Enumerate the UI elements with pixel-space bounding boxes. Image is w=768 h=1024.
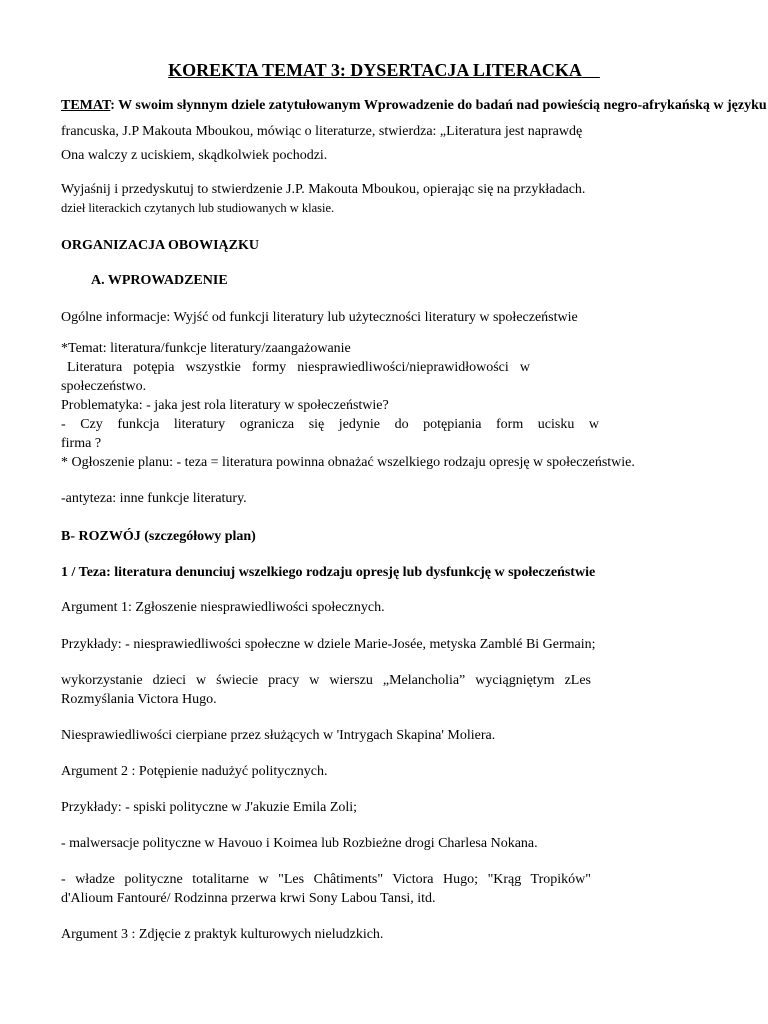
servants-injustice: Niesprawiedliwości cierpiane przez służących w 'Intrygach Skapina' Moliera.	[61, 728, 496, 743]
introduction-heading: A. WPROWADZENIE	[91, 273, 228, 288]
subject-line-3: Ona walczy z uciskiem, skądkolwiek pochodzi.	[61, 148, 328, 163]
child-labor-line-2: Rozmyślania Victora Hugo.	[61, 692, 217, 707]
problem-line-3: firma ?	[61, 436, 102, 451]
theme-line-1: *Temat: literatura/funkcje literatury/zaangażowanie	[61, 341, 351, 356]
problem-line-2: - Czy funkcja literatury ogranicza się jedynie do potępiania form ucisku w	[61, 417, 599, 432]
instruction-line-2: dzieł literackich czytanych lub studiowanych w klasie.	[61, 201, 335, 215]
argument-3: Argument 3 : Zdjęcie z praktyk kulturowych nieludzkich.	[61, 927, 384, 942]
subject-line-2: francuska, J.P Makouta Mboukou, mówiąc o literaturze, stwierdza: „Literatura jest naprawdę	[61, 124, 583, 139]
examples-2: Przykłady: - spiski polityczne w J'akuzie Emila Zoli;	[61, 800, 358, 815]
subject-label: TEMAT	[61, 98, 111, 113]
subject-line	[61, 97, 767, 114]
totalitarian-line-1: - władze polityczne totalitarne w "Les Châtiments" Victora Hugo; "Krąg Tropików"	[61, 872, 591, 887]
child-labor-line-1: wykorzystanie dzieci w świecie pracy w wierszu „Melancholia” wyciągniętym zLes	[61, 673, 591, 688]
document-title	[0, 62, 768, 79]
embezzlement-example: - malwersacje polityczne w Havouo i Koimea lub Rozbieżne drogi Charlesa Nokana.	[61, 836, 538, 851]
argument-1: Argument 1: Zgłoszenie niesprawiedliwości społecznych.	[61, 600, 385, 615]
examples-1: Przykłady: - niesprawiedliwości społeczne w dziele Marie-Josée, metyska Zamblé Bi Germain;	[61, 637, 596, 652]
thesis-heading: 1 / Teza: literatura denunciuj wszelkiego rodzaju opresję lub dysfunkcję w społeczeństwie	[61, 565, 596, 580]
problem-line-1: Problematyka: - jaka jest rola literatury w społeczeństwie?	[61, 398, 389, 413]
theme-line-2: Literatura potępia wszystkie formy niesprawiedliwości/nieprawidłowości w	[67, 360, 530, 375]
antithesis: -antyteza: inne funkcje literatury.	[61, 491, 247, 506]
instruction-line-1: Wyjaśnij i przedyskutuj to stwierdzenie J.P. Makouta Mboukou, opierając się na przykładach.	[61, 182, 586, 197]
organization-heading: ORGANIZACJA OBOWIĄZKU	[61, 238, 259, 253]
general-info: Ogólne informacje: Wyjść od funkcji literatury lub użyteczności literatury w społeczeństwie	[61, 310, 578, 325]
totalitarian-line-2: d'Alioum Fantouré/ Rodzinna przerwa krwi Sony Labou Tansi, itd.	[61, 891, 436, 906]
plan-announcement: * Ogłoszenie planu: - teza = literatura powinna obnażać wszelkiego rodzaju opresję w społeczeństwie.	[61, 455, 635, 470]
theme-line-3: społeczeństwo.	[61, 379, 147, 394]
development-heading: B- ROZWÓJ (szczegółowy plan)	[61, 529, 256, 544]
title-text: KOREKTA TEMAT 3: DYSERTACJA LITERACKA	[168, 60, 582, 80]
subject-text: : W swoim słynnym dziele zatytułowanym Wprowadzenie do badań nad powieścią negro-afrykańską w języku	[110, 98, 767, 113]
argument-2: Argument 2 : Potępienie nadużyć politycznych.	[61, 764, 328, 779]
